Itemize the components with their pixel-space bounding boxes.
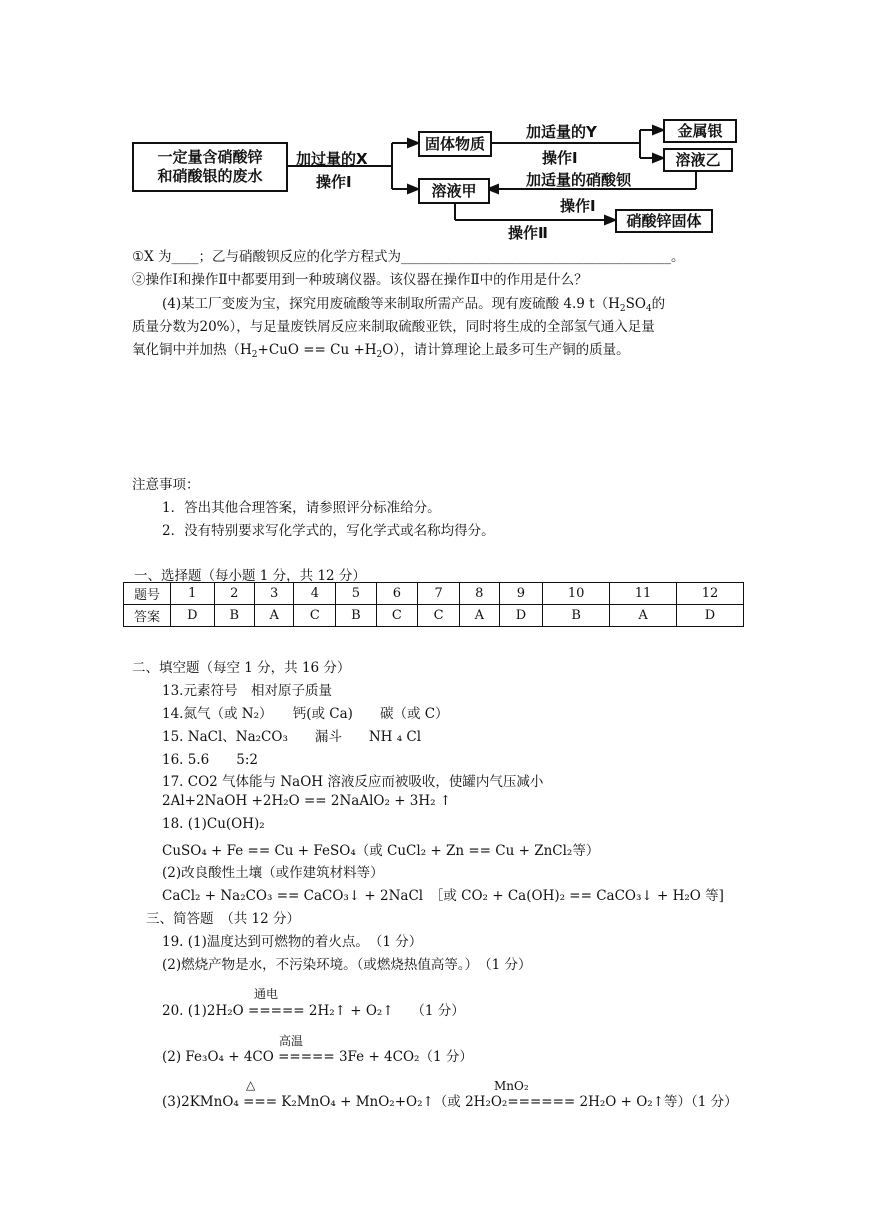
silver-box xyxy=(663,119,737,143)
table-cell: 2 xyxy=(214,583,254,605)
answer-17: 17. CO2 气体能与 NaOH 溶液反应而被吸收，使罐内气压减小 xyxy=(162,774,544,790)
waste-water-line2: 和硝酸银的废水 xyxy=(157,167,263,185)
silver-label: 金属银 xyxy=(677,121,723,140)
note-2: 2．没有特别要求写化学式的，写化学式或名称均得分。 xyxy=(162,523,495,539)
table-cell: 8 xyxy=(460,583,500,605)
table-cell: C xyxy=(294,605,336,627)
table-cell: 7 xyxy=(418,583,460,605)
table-cell: C xyxy=(418,605,460,627)
table-cell: D xyxy=(499,605,543,627)
add-x-label: 加过量的X xyxy=(296,150,368,168)
question-4-line3: 氧化铜中并加热$(H_2+CuO == Cu +H_2O)$，请计算理论上最多可生产铜的质量。 xyxy=(132,342,630,360)
table-cell: A xyxy=(254,605,294,627)
section2-title: 二、填空题（每空 1 分，共 16 分） xyxy=(132,660,351,676)
table-cell: 5 xyxy=(336,583,376,605)
add-barium-nitrate-label: 加适量的硝酸钡 xyxy=(526,171,632,189)
table-cell: 6 xyxy=(376,583,418,605)
row-label-number: 题号 xyxy=(124,583,171,605)
condition-heat: △ xyxy=(246,1078,256,1092)
answer-18: 18. (1)Cu(OH)₂ xyxy=(162,816,265,832)
note-1: 1．答出其他合理答案，请参照评分标准给分。 xyxy=(162,500,441,516)
table-cell: A xyxy=(460,605,500,627)
answer-20-part2: (2) Fe₃O₄ + 4CO ===== 3Fe + 4CO₂（1 分） xyxy=(162,1049,473,1065)
flowchart-connectors xyxy=(0,0,869,250)
waste-water-box xyxy=(132,142,288,192)
solution-b-label: 溶液乙 xyxy=(675,150,721,169)
question-1: ①X 为____；乙与硝酸钡反应的化学方程式为________________________________________。 xyxy=(132,249,685,265)
operation2-label: 操作Ⅱ xyxy=(508,224,548,242)
condition-electrolysis: 通电 xyxy=(254,987,279,1001)
table-row xyxy=(124,605,744,627)
answer-19-part1: 19. (1)温度达到可燃物的着火点。 （1 分） xyxy=(162,934,423,950)
table-cell: B xyxy=(336,605,376,627)
answer-18-equation: CuSO₄ + Fe == Cu + FeSO₄（或 CuCl₂ + Zn == Cu + ZnCl₂等） xyxy=(162,843,600,859)
zinc-nitrate-box xyxy=(615,209,713,233)
solution-a-box xyxy=(418,178,490,204)
table-cell: 11 xyxy=(610,583,677,605)
table-cell: 4 xyxy=(294,583,336,605)
waste-water-line1: 一定量含硝酸锌 xyxy=(157,148,263,167)
table-cell: D xyxy=(171,605,215,627)
operation1-label-b: 操作Ⅰ xyxy=(542,149,578,167)
section3-title: 三、简答题 （共 12 分） xyxy=(146,911,301,927)
table-cell: A xyxy=(610,605,677,627)
answer-20-part3: (3)2KMnO₄ === K₂MnO₄ + MnO₂+O₂↑（或 2H₂O₂====== 2H₂O + O₂↑等）（1 分） xyxy=(162,1094,738,1110)
condition-high-temp: 高温 xyxy=(279,1034,304,1048)
table-cell: D xyxy=(677,605,744,627)
solution-b-box xyxy=(663,148,733,172)
question-2: ②操作Ⅰ和操作Ⅱ中都要用到一种玻璃仪器。该仪器在操作Ⅱ中的作用是什么？ xyxy=(132,272,588,288)
answer-17-equation: 2Al+2NaOH +2H₂O == 2NaAlO₂ + 3H₂ ↑ xyxy=(162,793,452,809)
answer-19-part2: (2)燃烧产物是水，不污染环境。（或燃烧热值高等。） （1 分） xyxy=(162,957,532,973)
section1-title: 一、选择题（每小题 1 分，共 12 分） xyxy=(134,568,366,584)
answer-13: 13.元素符号 相对原子质量 xyxy=(162,683,332,699)
answer-18-part2: (2)改良酸性土壤（或作建筑材料等） xyxy=(162,865,384,881)
answer-14: 14.氮气（或 N₂） 钙(或 Ca) 碳（或 C） xyxy=(162,706,449,722)
table-cell: 10 xyxy=(543,583,610,605)
answer-16: 16. 5.6 5:2 xyxy=(162,752,258,768)
solid-box xyxy=(418,131,492,157)
table-cell: 1 xyxy=(171,583,215,605)
question-4-line1: (4)某工厂变废为宝，探究用废硫酸等来制取所需产品。现有废硫酸 4.9 $t(H_2SO_4$的 xyxy=(162,296,666,314)
table-cell: 9 xyxy=(499,583,543,605)
answer-18-equation2: CaCl₂ + Na₂CO₃ == CaCO₃↓ + 2NaCl ［或 CO₂ + Ca(OH)₂ == CaCO₃↓ + H₂O 等] xyxy=(162,888,724,904)
table-cell: B xyxy=(543,605,610,627)
notes-title: 注意事项： xyxy=(132,477,200,493)
operation1-label-a: 操作Ⅰ xyxy=(316,173,352,191)
answer-20-part1: 20. (1)2H₂O ===== 2H₂↑ + O₂↑ （1 分） xyxy=(162,1003,465,1019)
add-y-label: 加适量的Y xyxy=(526,123,597,141)
zinc-nitrate-label: 硝酸锌固体 xyxy=(626,211,702,230)
table-cell: B xyxy=(214,605,254,627)
condition-catalyst: MnO₂ xyxy=(494,1079,529,1093)
row-label-answer: 答案 xyxy=(124,605,171,627)
table-cell: 3 xyxy=(254,583,294,605)
table-cell: 12 xyxy=(677,583,744,605)
operation1-label-c: 操作Ⅰ xyxy=(560,197,596,215)
table-row xyxy=(124,583,744,605)
solid-label: 固体物质 xyxy=(424,134,485,153)
question-4-line2: 质量分数为20%），与足量废铁屑反应来制取硫酸亚铁，同时将生成的全部氢气通入足量 xyxy=(132,319,655,335)
table-cell: C xyxy=(376,605,418,627)
answer-15: 15. NaCl、Na₂CO₃ 漏斗 NH ₄ Cl xyxy=(162,729,422,745)
solution-a-label: 溶液甲 xyxy=(431,181,477,200)
answer-table xyxy=(123,582,744,627)
